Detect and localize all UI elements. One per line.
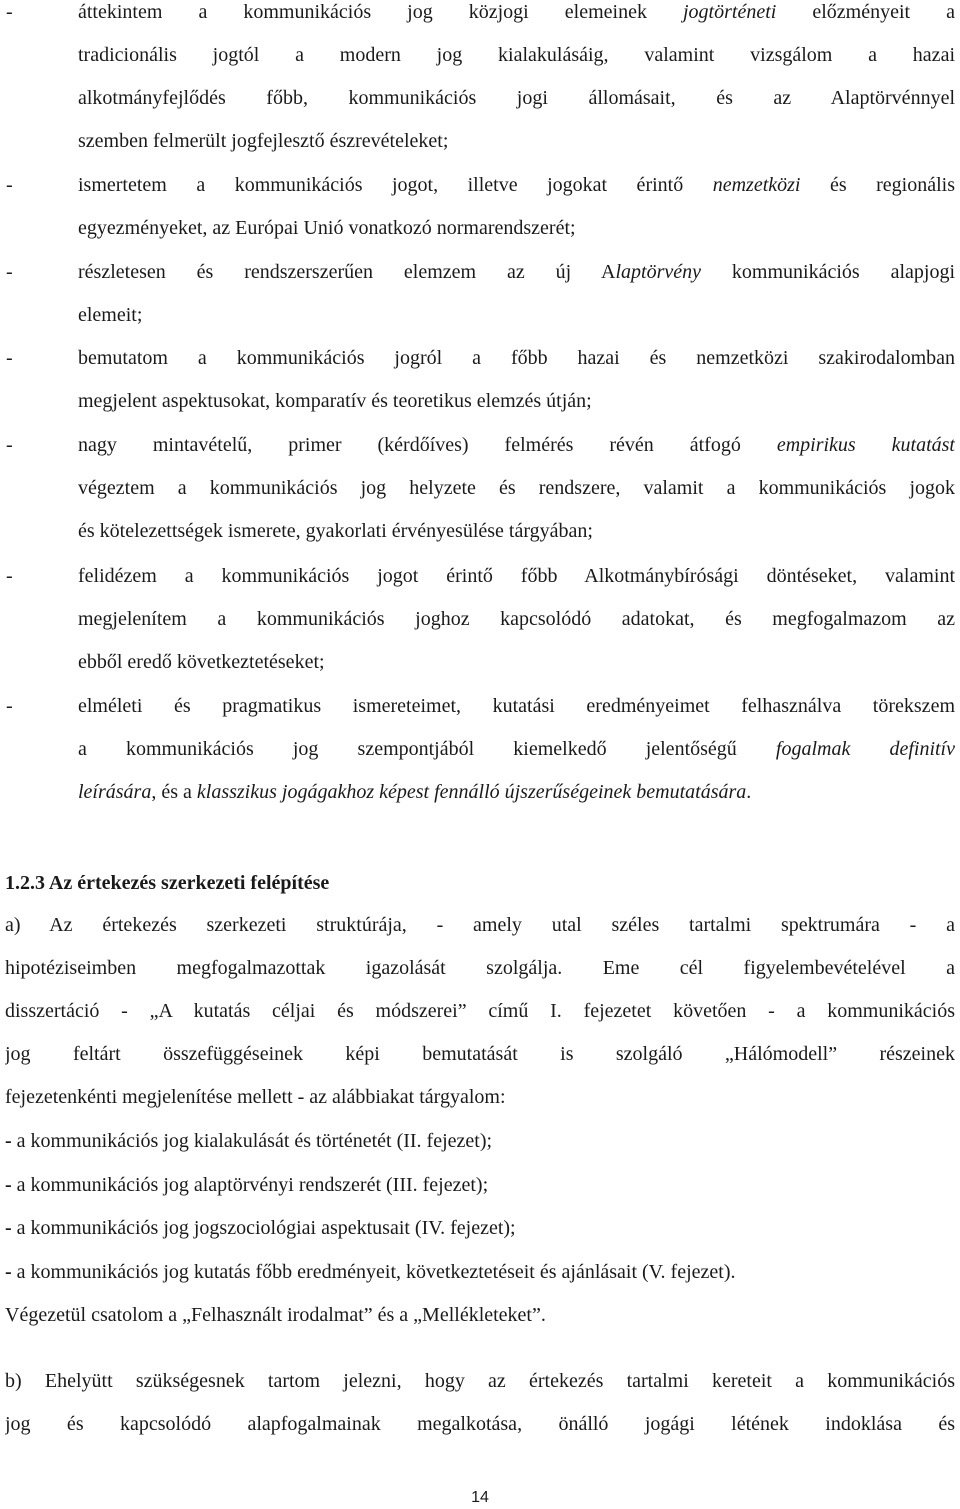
text-run: és regionális <box>800 174 955 196</box>
objective-line <box>78 129 955 153</box>
objective-line <box>78 216 955 240</box>
chapter-list-item: - a kommunikációs jog jogszociológiai aspektusait (IV. fejezet); <box>5 1217 516 1239</box>
text-run: kommunikációs alapjogi <box>701 261 955 283</box>
italic-text: leírására <box>78 781 152 803</box>
objective-line <box>78 476 955 500</box>
chapter-list-item: - a kommunikációs jog kialakulását és történetét (II. fejezet); <box>5 1130 493 1152</box>
objective-line <box>78 780 955 804</box>
italic-text: jogtörténeti <box>682 1 777 23</box>
text-run: nagy mintavételű, primer (kérdőíves) felmérés révén átfogó <box>78 434 777 456</box>
text-run: és kötelezettségek ismerete, gyakorlati érvényesülése tárgyában; <box>78 520 593 542</box>
text-run: jog feltárt összefüggéseinek képi bemutatását is szolgáló „Hálómodell” részeinek <box>5 1043 955 1065</box>
paragraph-line <box>5 913 955 937</box>
paragraph-line <box>5 999 955 1023</box>
text-run: fejezetenkénti megjelenítése mellett - az alábbiakat tárgyalom: <box>5 1086 506 1108</box>
text-run: felidézem a kommunikációs jogot érintő főbb Alkotmánybírósági döntéseket, valamint <box>78 565 955 587</box>
text-run: áttekintem a kommunikációs jog közjogi elemeinek <box>78 1 683 23</box>
text-run: disszertáció - „A kutatás céljai és módszerei” című I. fejezetet követően - a kommunikációs <box>5 1000 955 1022</box>
text-run: elemeit; <box>78 304 143 326</box>
paragraph-line <box>5 1412 955 1436</box>
italic-text: nemzetközi <box>712 174 801 196</box>
italic-text: fogalmak definitív <box>775 738 955 760</box>
text-run: végeztem a kommunikációs jog helyzete és rendszere, valamit a kommunikációs jogok <box>78 477 955 499</box>
text-run: megjelenítem a kommunikációs joghoz kapcsolódó adatokat, és megfogalmazom az <box>78 608 955 630</box>
objective-line <box>78 346 955 370</box>
text-run: , és a <box>151 781 197 803</box>
text-run: egyezményeket, az Európai Unió vonatkozó normarendszerét; <box>78 217 576 239</box>
objective-line <box>78 173 955 197</box>
objective-line <box>78 433 955 457</box>
objective-line <box>78 303 955 327</box>
paragraph-line <box>5 956 955 980</box>
paragraph-line <box>5 1369 955 1393</box>
objective-line <box>78 260 955 284</box>
objective-line <box>78 564 955 588</box>
text-run: alkotmányfejlődés főbb, kommunikációs jogi állomásait, és az Alaptörvénnyel <box>78 87 955 109</box>
objective-line <box>78 607 955 631</box>
text-run: ismertetem a kommunikációs jogot, illetve jogokat érintő <box>78 174 713 196</box>
page-number: 14 <box>471 1489 489 1506</box>
section-heading: 1.2.3 Az értekezés szerkezeti felépítése <box>5 872 330 894</box>
closing-line: Végezetül csatolom a „Felhasznált irodalmat” és a „Mellékleteket”. <box>5 1304 546 1326</box>
text-run: . <box>746 781 752 803</box>
objective-line <box>78 650 955 674</box>
paragraph-line <box>5 1085 955 1109</box>
text-run: elméleti és pragmatikus ismereteimet, kutatási eredményeimet felhasználva törekszem <box>78 695 955 717</box>
text-run: szemben felmerült jogfejlesztő észrevételeket; <box>78 130 449 152</box>
text-run: b) Ehelyütt szükségesnek tartom jelezni, hogy az értekezés tartalmi kereteit a kommunikációs <box>5 1370 955 1392</box>
text-run: a) Az értekezés szerkezeti struktúrája, - amely utal széles tartalmi spektrumára - a <box>5 914 955 936</box>
text-run: részletesen és rendszerszerűen elemzem az új A <box>78 261 616 283</box>
text-run: ebből eredő következtetéseket; <box>78 651 325 673</box>
objective-line <box>78 389 955 413</box>
italic-text: empirikus kutatást <box>776 434 955 456</box>
objective-line <box>78 43 955 67</box>
objective-line <box>78 0 955 24</box>
text-run: bemutatom a kommunikációs jogról a főbb hazai és nemzetközi szakirodalomban <box>78 347 955 369</box>
italic-text: laptörvény <box>615 261 701 283</box>
text-run: tradicionális jogtól a modern jog kialakulásáig, valamint vizsgálom a hazai <box>78 44 955 66</box>
chapter-list-item: - a kommunikációs jog kutatás főbb eredményeit, következtetéseit és ajánlásait (V. fejezet). <box>5 1261 736 1283</box>
chapter-list-item: - a kommunikációs jog alaptörvényi rendszerét (III. fejezet); <box>5 1174 489 1196</box>
paragraph-line <box>5 1042 955 1066</box>
objective-line <box>78 694 955 718</box>
text-run: hipotéziseimben megfogalmazottak igazolását szolgálja. Eme cél figyelembevételével a <box>5 957 955 979</box>
document-page: - áttekintem a kommunikációs jog közjogi elemeinek jogtörténeti előzményeit a tradicionális jogtól a modern jog kialakulásáig, valamint vizsgálom a hazai alkotmányfejlődés főbb, kommunikációs jogi állomásait, és az Alaptörvénnyel szemben felmerült jogfejlesztő észrevételeket; - ismertetem a kommunikációs jogot, illetve jogokat érintő nemzetközi és regionális egyezményeket, az Európai Unió vonatkozó normarendszerét; - részletesen és rendszerszerűen elemzem az új Alaptörvény kommunikációs alapjogi elemeit; - bemutatom a kommunikációs jogról a főbb hazai és nemzetközi szakirodalomban megjelent aspektusokat, komparatív és teoretikus elemzés útján; - nagy mintavételű, primer (kérdőíves) felmérés révén átfogó empirikus kutatást végeztem a kommunikációs jog helyzete és rendszere, valamit a kommunikációs jogok és kötelezettségek ismerete, gyakorlati érvényesülése tárgyában; - felidézem a kommunikációs jogot érintő főbb Alkotmánybírósági döntéseket, valamint megjelenítem a kommunikációs joghoz kapcsolódó adatokat, és megfogalmazom az ebből eredő következtetéseket; - elméleti és pragmatikus ismereteimet, kutatási eredményeimet felhasználva törekszem a kommunikációs jog szempontjából kiemelkedő jelentőségű fogalmak definitív leírására, és a klasszikus jogágakhoz képest fennálló újszerűségeinek bemutatására. 1.2.3 Az értekezés szerkezeti felépítése a) Az értekezés szerkezeti struktúrája, - amely utal széles tartalmi spektrumára - a hipotéziseimben megfogalmazottak igazolását szolgálja. Eme cél figyelembevételével a disszertáció - „A kutatás céljai és módszerei” című I. fejezetet követően - a kommunikációs jog feltárt összefüggéseinek képi bemutatását is szolgáló „Hálómodell” részeinek fejezetenkénti megjelenítése mellett - az alábbiakat tárgyalom: - a kommunikációs jog kialakulását és történetét (II. fejezet); - a kommunikációs jog alaptörvényi rendszerét (III. fejezet); - a kommunikációs jog jogszociológiai aspektusait (IV. fejezet); - a kommunikációs jog kutatás főbb eredményeit, következtetéseit és ajánlásait (V. fejezet). Végezetül csatolom a „Felhasznált irodalmat” és a „Mellékleteket”. b) Ehelyütt szükségesnek tartom jelezni, hogy az értekezés tartalmi kereteit a kommunikációs jog és kapcsolódó alapfogalmainak megalkotása, önálló jogági létének indoklása és 14 <box>0 0 960 1509</box>
objective-line <box>78 737 955 761</box>
text-run: előzményeit a <box>776 1 955 23</box>
objective-line <box>78 519 955 543</box>
italic-text: klasszikus jogágakhoz képest fennálló újszerűségeinek bemutatására <box>196 781 747 803</box>
objective-line <box>78 86 955 110</box>
text-run: a kommunikációs jog szempontjából kiemelkedő jelentőségű <box>78 738 776 760</box>
text-run: jog és kapcsolódó alapfogalmainak megalkotása, önálló jogági létének indoklása és <box>5 1413 955 1435</box>
text-run: megjelent aspektusokat, komparatív és teoretikus elemzés útján; <box>78 390 592 412</box>
